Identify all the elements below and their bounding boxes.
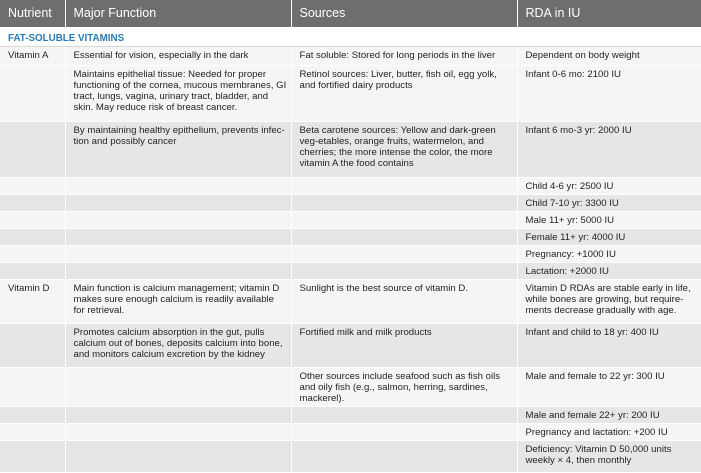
header-major-function: Major Function — [65, 0, 291, 27]
function-cell: Maintains epithelial tissue: Needed for proper functioning of the cornea, mucous membranes, GI tract, lungs, vagina, urinary tract, bladder, and skin. May reduce risk of breast cancer. — [65, 66, 291, 122]
table-row — [0, 229, 701, 246]
nutrient-cell — [0, 229, 65, 246]
sources-cell — [291, 212, 517, 229]
rda-cell: Infant and child to 18 yr: 400 IU — [517, 324, 701, 368]
function-cell: By maintaining healthy epithelium, prevents infec-tion and possibly cancer — [65, 122, 291, 178]
table-row — [0, 246, 701, 263]
table-row — [0, 47, 701, 66]
table-row — [0, 280, 701, 324]
table-row — [0, 368, 701, 407]
function-cell: Main function is calcium management; vitamin D makes sure enough calcium is readily available for retrieval. — [65, 280, 291, 324]
section-title: FAT-SOLUBLE VITAMINS — [0, 27, 701, 47]
rda-cell: Vitamin D RDAs are stable early in life, while bones are growing, but require-ments decrease gradually with age. — [517, 280, 701, 324]
sources-cell — [291, 246, 517, 263]
header-sources: Sources — [291, 0, 517, 27]
nutrient-cell: Vitamin A — [0, 47, 65, 66]
rda-cell: Child 7-10 yr: 3300 IU — [517, 195, 701, 212]
nutrient-cell — [0, 122, 65, 178]
function-cell — [65, 212, 291, 229]
rda-cell: Pregnancy: +1000 IU — [517, 246, 701, 263]
header-row — [0, 0, 701, 27]
header-nutrient: Nutrient — [0, 0, 65, 27]
function-cell: Essential for vision, especially in the dark — [65, 47, 291, 66]
sources-cell — [291, 407, 517, 424]
sources-cell — [291, 195, 517, 212]
sources-cell: Retinol sources: Liver, butter, fish oil, egg yolk, and fortified dairy products — [291, 66, 517, 122]
table-row — [0, 324, 701, 368]
rda-cell: Male and female to 22 yr: 300 IU — [517, 368, 701, 407]
function-cell — [65, 424, 291, 441]
nutrient-cell — [0, 246, 65, 263]
table-row — [0, 212, 701, 229]
table-row — [0, 66, 701, 122]
function-cell — [65, 441, 291, 473]
rda-cell: Lactation: +2000 IU — [517, 263, 701, 280]
function-cell — [65, 368, 291, 407]
function-cell — [65, 178, 291, 195]
table-row — [0, 407, 701, 424]
function-cell: Promotes calcium absorption in the gut, pulls calcium out of bones, deposits calcium into bone, and monitors calcium excretion by the kidney — [65, 324, 291, 368]
table-row — [0, 424, 701, 441]
sources-cell — [291, 424, 517, 441]
nutrient-cell — [0, 263, 65, 280]
nutrient-cell — [0, 324, 65, 368]
table-row — [0, 263, 701, 280]
rda-cell: Female 11+ yr: 4000 IU — [517, 229, 701, 246]
sources-cell: Fat soluble: Stored for long periods in the liver — [291, 47, 517, 66]
function-cell — [65, 195, 291, 212]
header-rda: RDA in IU — [517, 0, 701, 27]
rda-cell: Male 11+ yr: 5000 IU — [517, 212, 701, 229]
rda-cell: Child 4-6 yr: 2500 IU — [517, 178, 701, 195]
rda-cell: Deficiency: Vitamin D 50,000 units weekly × 4, then monthly — [517, 441, 701, 473]
function-cell — [65, 229, 291, 246]
nutrient-cell — [0, 441, 65, 473]
rda-cell: Infant 0-6 mo: 2100 IU — [517, 66, 701, 122]
table-row — [0, 195, 701, 212]
sources-cell — [291, 441, 517, 473]
sources-cell: Other sources include seafood such as fish oils and oily fish (e.g., salmon, herring, sardines, mackerel). — [291, 368, 517, 407]
nutrient-cell — [0, 178, 65, 195]
table-row — [0, 122, 701, 178]
rda-cell: Infant 6 mo-3 yr: 2000 IU — [517, 122, 701, 178]
sources-cell: Sunlight is the best source of vitamin D. — [291, 280, 517, 324]
sources-cell — [291, 178, 517, 195]
rda-cell: Dependent on body weight — [517, 47, 701, 66]
function-cell — [65, 246, 291, 263]
sources-cell — [291, 263, 517, 280]
table-row — [0, 178, 701, 195]
rda-cell: Male and female 22+ yr: 200 IU — [517, 407, 701, 424]
table-row — [0, 441, 701, 473]
nutrient-cell — [0, 195, 65, 212]
nutrient-cell — [0, 407, 65, 424]
function-cell — [65, 407, 291, 424]
nutrient-cell — [0, 424, 65, 441]
section-row — [0, 27, 701, 47]
sources-cell — [291, 229, 517, 246]
nutrient-cell: Vitamin D — [0, 280, 65, 324]
sources-cell: Fortified milk and milk products — [291, 324, 517, 368]
nutrient-cell — [0, 212, 65, 229]
nutrient-cell — [0, 66, 65, 122]
rda-cell: Pregnancy and lactation: +200 IU — [517, 424, 701, 441]
nutrient-cell — [0, 368, 65, 407]
sources-cell: Beta carotene sources: Yellow and dark-green veg-etables, orange fruits, watermelon, and cherries; the more intense the color, the more vitamin A the food contains — [291, 122, 517, 178]
function-cell — [65, 263, 291, 280]
